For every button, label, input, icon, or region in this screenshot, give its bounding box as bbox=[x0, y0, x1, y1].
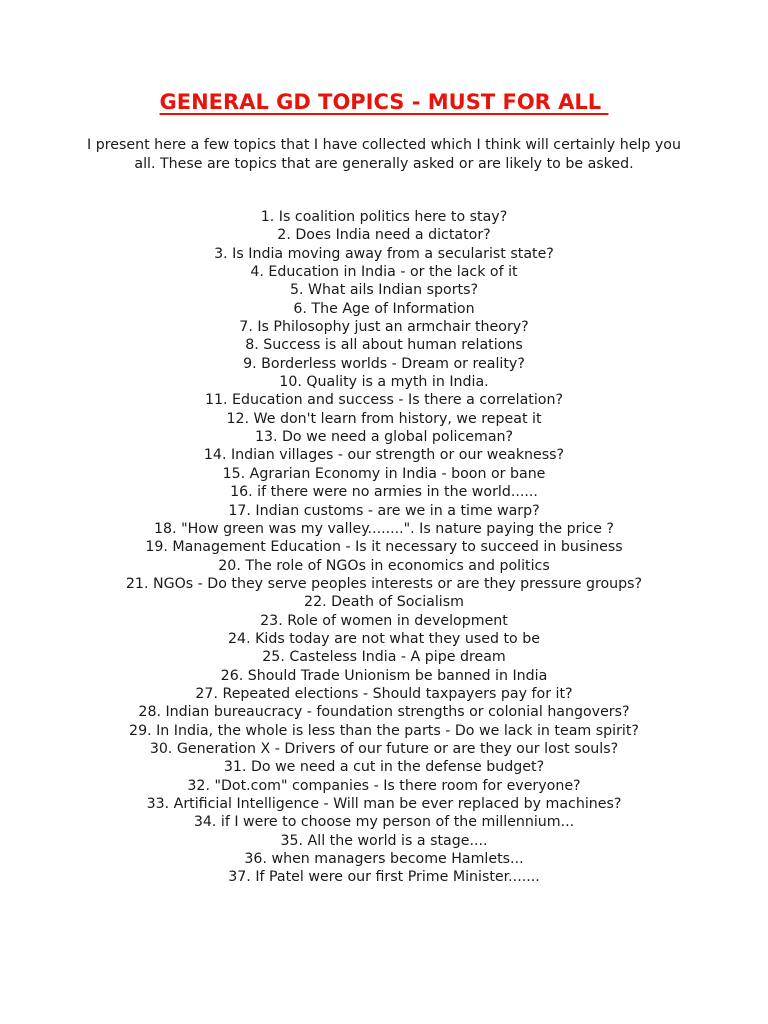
page-title: GENERAL GD TOPICS - MUST FOR ALL bbox=[159, 90, 609, 114]
list-item: 22. Death of Socialism bbox=[304, 594, 464, 611]
list-item: 8. Success is all about human relations bbox=[245, 337, 523, 354]
list-item: 6. The Age of Information bbox=[293, 300, 475, 317]
list-item: 31. Do we need a cut in the defense budget? bbox=[223, 759, 545, 776]
list-item: 19. Management Education - Is it necessary to succeed in business bbox=[145, 539, 623, 556]
list-item: 28. Indian bureaucracy - foundation strengths or colonial hangovers? bbox=[138, 704, 630, 721]
list-item: 5. What ails Indian sports? bbox=[289, 282, 479, 299]
list-item: 25. Casteless India - A pipe dream bbox=[262, 649, 506, 666]
list-item: 33. Artificial Intelligence - Will man be ever replaced by machines? bbox=[146, 796, 622, 812]
list-item: 1. Is coalition politics here to stay? bbox=[260, 209, 508, 225]
list-item: 12. We don't learn from history, we repeat it bbox=[226, 410, 542, 427]
list-item: 11. Education and success - Is there a correlation? bbox=[204, 392, 564, 409]
list-item: 14. Indian villages - our strength or our weakness? bbox=[203, 447, 565, 464]
topic-list bbox=[0, 208, 768, 887]
list-item: 3. Is India moving away from a secularist state? bbox=[214, 245, 554, 262]
list-item: 15. Agrarian Economy in India - boon or bane bbox=[222, 465, 546, 482]
list-item: 26. Should Trade Unionism be banned in India bbox=[220, 667, 548, 684]
list-item: 23. Role of women in development bbox=[260, 612, 508, 629]
list-item: 18. "How green was my valley........". Is nature paying the price ? bbox=[154, 520, 614, 537]
list-item: 21. NGOs - Do they serve peoples interests or are they pressure groups? bbox=[125, 575, 643, 592]
intro-paragraph: I present here a few topics that I have collected which I think will certainly help you all. These are topics that are generally asked or are likely to be asked. bbox=[87, 137, 681, 172]
list-item: 13. Do we need a global policeman? bbox=[254, 429, 514, 446]
list-item: 34. if I were to choose my person of the millennium... bbox=[193, 814, 575, 831]
list-item: 37. If Patel were our first Prime Minister....... bbox=[228, 869, 540, 886]
list-item: 20. The role of NGOs in economics and politics bbox=[218, 557, 550, 574]
list-item: 32. "Dot.com" companies - Is there room for everyone? bbox=[187, 777, 581, 794]
list-item: 27. Repeated elections - Should taxpayers pay for it? bbox=[195, 685, 573, 702]
list-item: 24. Kids today are not what they used to be bbox=[228, 630, 540, 647]
list-item: 2. Does India need a dictator? bbox=[277, 227, 491, 244]
list-item: 17. Indian customs - are we in a time warp? bbox=[228, 502, 540, 519]
list-item: 10. Quality is a myth in India. bbox=[279, 374, 489, 391]
list-item: 4. Education in India - or the lack of it bbox=[250, 264, 518, 281]
list-item: 36. when managers become Hamlets... bbox=[244, 851, 524, 868]
list-item: 30. Generation X - Drivers of our future or are they our lost souls? bbox=[149, 740, 619, 757]
list-item: 29. In India, the whole is less than the parts - Do we lack in team spirit? bbox=[129, 722, 639, 739]
list-item: 9. Borderless worlds - Dream or reality? bbox=[243, 355, 525, 372]
list-item: 35. All the world is a stage.... bbox=[280, 832, 488, 849]
list-item: 16. if there were no armies in the world...... bbox=[230, 484, 538, 501]
list-item: 7. Is Philosophy just an armchair theory? bbox=[239, 319, 529, 336]
